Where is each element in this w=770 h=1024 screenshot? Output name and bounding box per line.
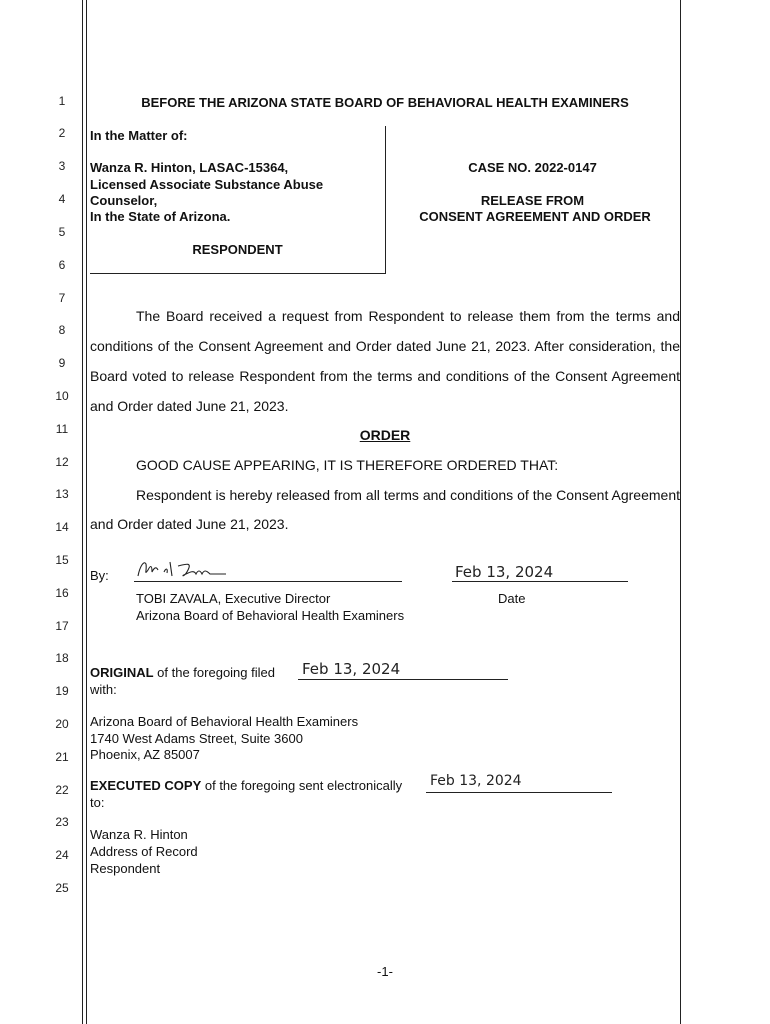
- line-number: 1: [58, 94, 66, 108]
- signature-date: Feb 13, 2024: [455, 563, 554, 581]
- paragraph-line: and Order dated June 21, 2023.: [90, 398, 289, 414]
- respondent-line: Licensed Associate Substance Abuse: [90, 177, 324, 192]
- signer-organization: Arizona Board of Behavioral Health Examiners: [136, 608, 405, 623]
- line-number: 9: [58, 356, 66, 370]
- left-margin-line-outer: [82, 0, 83, 1024]
- line-number: 18: [55, 651, 69, 665]
- handwritten-signature: [134, 556, 254, 584]
- right-margin-line: [680, 0, 681, 1024]
- with-label: with:: [90, 682, 117, 697]
- executed-copy-line: [90, 778, 402, 793]
- recipient-line: Wanza R. Hinton: [90, 827, 188, 842]
- line-number: 24: [55, 848, 69, 862]
- line-number: 8: [58, 323, 66, 337]
- paragraph-line: and Order dated June 21, 2023.: [90, 516, 289, 532]
- original-text: of the foregoing filed: [153, 665, 275, 680]
- address-line: Phoenix, AZ 85007: [90, 747, 200, 762]
- line-number: 7: [58, 291, 66, 305]
- original-date: Feb 13, 2024: [302, 660, 401, 678]
- line-number: 25: [55, 881, 69, 895]
- respondent-label: RESPONDENT: [192, 242, 283, 257]
- date-label: Date: [498, 591, 526, 606]
- line-number: 15: [55, 553, 69, 567]
- recipient-line: Respondent: [90, 861, 161, 876]
- line-number: 5: [58, 225, 66, 239]
- paragraph-line: Board voted to release Respondent from the terms and conditions of the Consent Agreement: [90, 368, 680, 384]
- line-number: 23: [55, 815, 69, 829]
- line-number: 17: [55, 619, 69, 633]
- respondent-line: Counselor,: [90, 193, 158, 208]
- line-number: 14: [55, 520, 69, 534]
- recipient-line: Address of Record: [90, 844, 198, 859]
- line-number: 13: [55, 487, 69, 501]
- signer-name-title: TOBI ZAVALA, Executive Director: [136, 591, 331, 606]
- line-number: 2: [58, 126, 66, 140]
- in-matter-label: In the Matter of:: [90, 128, 188, 143]
- respondent-line: Wanza R. Hinton, LASAC-15364,: [90, 160, 289, 175]
- document-title-line-1: RELEASE FROM: [480, 193, 585, 208]
- line-number: 4: [58, 192, 66, 206]
- executed-text: of the foregoing sent electronically: [201, 778, 403, 793]
- left-margin-line-inner: [86, 0, 87, 1024]
- by-label: By:: [90, 568, 109, 583]
- address-line: Arizona Board of Behavioral Health Examiners: [90, 714, 359, 729]
- line-number: 12: [55, 455, 69, 469]
- order-heading: ORDER: [359, 427, 411, 443]
- paragraph-line: The Board received a request from Respondent to release them from the terms and: [136, 308, 680, 324]
- good-cause-line: GOOD CAUSE APPEARING, IT IS THEREFORE ORDERED THAT:: [136, 457, 559, 473]
- original-filed-line: [90, 665, 275, 680]
- line-number: 11: [55, 422, 69, 436]
- line-number: 10: [55, 389, 69, 403]
- paragraph-line: conditions of the Consent Agreement and Order dated June 21, 2023. After consideration, the: [90, 338, 680, 354]
- line-number: 21: [55, 750, 69, 764]
- to-label: to:: [90, 795, 105, 810]
- line-number: 6: [58, 258, 66, 272]
- document-title-line-2: CONSENT AGREEMENT AND ORDER: [419, 209, 651, 224]
- document-heading: BEFORE THE ARIZONA STATE BOARD OF BEHAVIORAL HEALTH EXAMINERS: [141, 95, 629, 110]
- original-date-line: [298, 679, 508, 680]
- case-number: CASE NO. 2022-0147: [468, 160, 597, 175]
- executed-label: EXECUTED COPY: [90, 778, 202, 793]
- respondent-line: In the State of Arizona.: [90, 209, 231, 224]
- executed-date: Feb 13, 2024: [430, 773, 522, 789]
- line-number: 16: [55, 586, 69, 600]
- original-label: ORIGINAL: [90, 665, 154, 680]
- address-line: 1740 West Adams Street, Suite 3600: [90, 731, 303, 746]
- paragraph-line: Respondent is hereby released from all terms and conditions of the Consent Agreement: [136, 487, 680, 503]
- line-number: 22: [55, 783, 69, 797]
- executed-date-line: [426, 792, 612, 793]
- line-number: 19: [55, 684, 69, 698]
- page-number: -1-: [377, 964, 393, 979]
- line-number: 3: [58, 159, 66, 173]
- signature-line: [134, 581, 402, 582]
- date-line: [452, 581, 628, 582]
- line-number: 20: [55, 717, 69, 731]
